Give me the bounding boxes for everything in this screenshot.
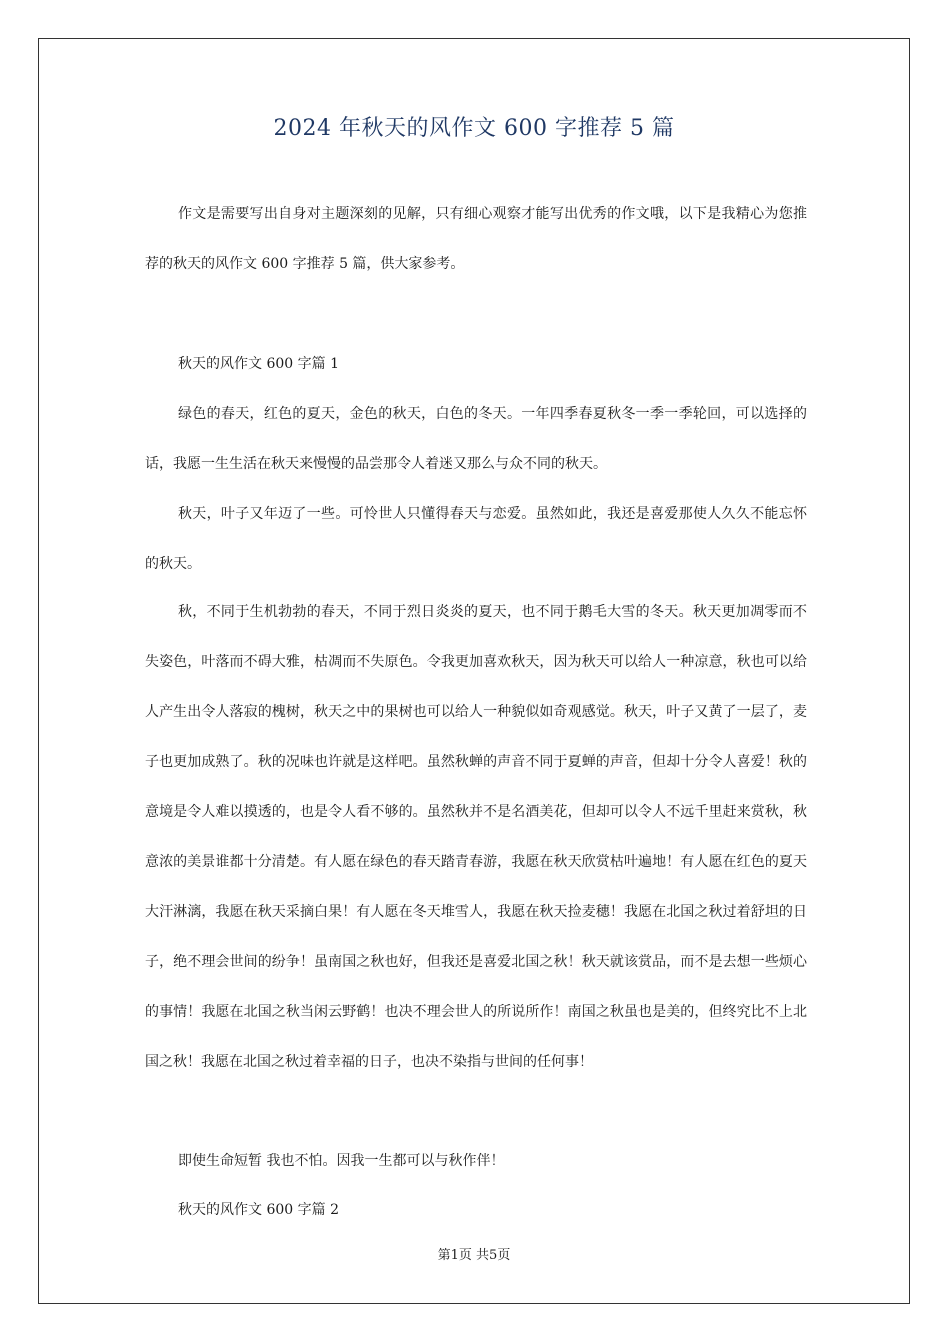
section-heading-1: 秋天的风作文 600 字篇 1 (178, 356, 339, 372)
body-paragraph: 绿色的春天，红色的夏天，金色的秋天，白色的冬天。一年四季春夏秋冬一季一季轮回，可以选择的话，我愿一生生活在秋天来慢慢的品尝那令人着迷又那么与众不同的秋天。 (145, 406, 807, 472)
body-paragraph: 秋天，叶子又年迈了一些。可怜世人只懂得春天与恋爱。虽然如此，我还是喜爱那使人久久不能忘怀的秋天。 (145, 506, 807, 572)
document-title: 2024 年秋天的风作文 600 字推荐 5 篇 (273, 116, 675, 141)
intro-paragraph: 作文是需要写出自身对主题深刻的见解，只有细心观察才能写出优秀的作文哦，以下是我精心为您推荐的秋天的风作文 600 字推荐 5 篇，供大家参考。 (145, 206, 807, 272)
body-paragraph: 即使生命短暂 我也不怕。因我一生都可以与秋作伴！ (178, 1153, 505, 1169)
page-footer: 第1页 共5页 (437, 1248, 511, 1263)
body-paragraph: 秋，不同于生机勃勃的春天，不同于烈日炎炎的夏天，也不同于鹅毛大雪的冬天。秋天更加凋零而不失姿色，叶落而不碍大雅，枯凋而不失原色。令我更加喜欢秋天，因为秋天可以给人一种凉意，秋也可以给人产生出令人落寂的槐树，秋天之中的果树也可以给人一种貌似如奇观感觉。秋天，叶子又黄了一层了，麦子也更加成熟了。秋的况味也许就是这样吧。虽然秋蝉的声音不同于夏蝉的声音，但却十分令人喜爱！秋的意境是令人难以摸透的，也是令人看不够的。虽然秋并不是名酒美花，但却可以令人不远千里赶来赏秋，秋意浓的美景谁都十分清楚。有人愿在绿色的春天踏青春游，我愿在秋天欣赏枯叶遍地！有人愿在红色的夏天大汗淋漓，我愿在秋天采摘白果！有人愿在冬天堆雪人，我愿在秋天捡麦穗！我愿在北国之秋过着舒坦的日子，绝不理会世间的纷争！虽南国之秋也好，但我还是喜爱北国之秋！秋天就该赏品，而不是去想一些烦心的事情！我愿在北国之秋当闲云野鹤！也决不理会世人的所说所作！南国之秋虽也是美的，但终究比不上北国之秋！我愿在北国之秋过着幸福的日子，也决不染指与世间的任何事！ (145, 604, 807, 1070)
section-heading-2: 秋天的风作文 600 字篇 2 (178, 1202, 339, 1218)
